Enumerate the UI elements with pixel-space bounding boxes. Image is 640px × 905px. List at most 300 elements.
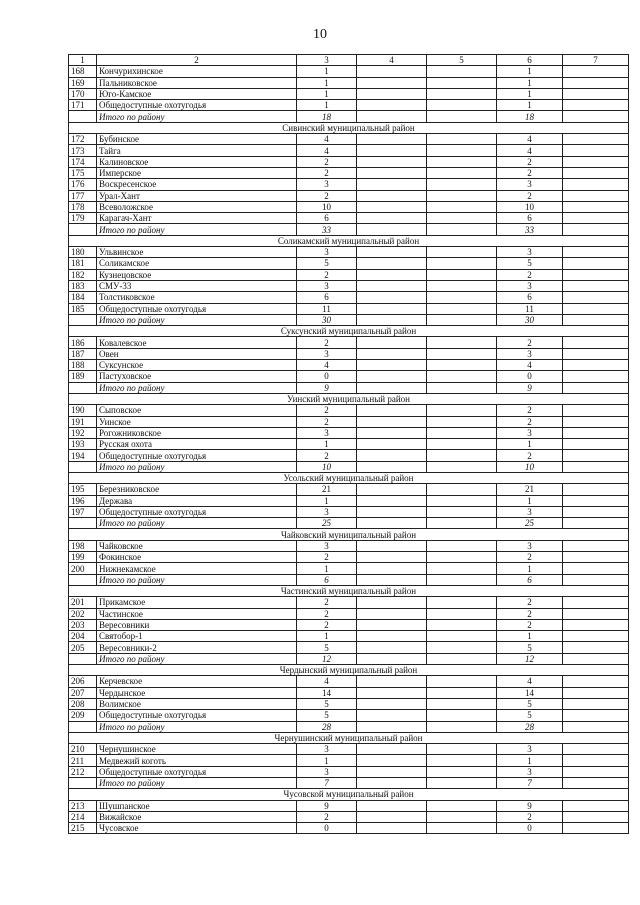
col3-value: 1 bbox=[297, 495, 357, 506]
col5-cell bbox=[427, 360, 497, 371]
col7-cell bbox=[563, 405, 629, 416]
col3-value: 4 bbox=[297, 676, 357, 687]
hunting-ground-name: Калиновское bbox=[97, 156, 297, 167]
col7-cell bbox=[563, 111, 629, 122]
col4-cell bbox=[357, 710, 427, 721]
hunting-ground-name: Общедоступные охотугодья bbox=[97, 100, 297, 111]
col4-cell bbox=[357, 619, 427, 630]
total-col6: 12 bbox=[497, 653, 563, 664]
col3-value: 3 bbox=[297, 427, 357, 438]
total-col3: 28 bbox=[297, 721, 357, 732]
total-col6: 25 bbox=[497, 518, 563, 529]
col5-cell bbox=[427, 495, 497, 506]
col6-value: 3 bbox=[497, 247, 563, 258]
col6-value: 2 bbox=[497, 167, 563, 178]
district-header-row bbox=[69, 529, 629, 540]
district-header-row bbox=[69, 235, 629, 246]
col7-cell bbox=[563, 495, 629, 506]
table-row bbox=[69, 540, 629, 551]
col4-cell bbox=[357, 179, 427, 190]
col4-cell bbox=[357, 360, 427, 371]
district-title: Частинский муниципальный район bbox=[69, 585, 629, 596]
col7-cell bbox=[563, 167, 629, 178]
row-number: 183 bbox=[69, 280, 97, 291]
hunting-ground-name: Березниковское bbox=[97, 484, 297, 495]
col4-cell bbox=[357, 778, 427, 789]
col3-value: 4 bbox=[297, 360, 357, 371]
row-number: 180 bbox=[69, 247, 97, 258]
col7-cell bbox=[563, 608, 629, 619]
table-row bbox=[69, 811, 629, 822]
hunting-ground-name: Суксунское bbox=[97, 360, 297, 371]
row-number: 173 bbox=[69, 145, 97, 156]
table-row bbox=[69, 88, 629, 99]
col5-cell bbox=[427, 303, 497, 314]
col6-value: 1 bbox=[497, 495, 563, 506]
col4-cell bbox=[357, 653, 427, 664]
col5-cell bbox=[427, 450, 497, 461]
col3-value: 6 bbox=[297, 213, 357, 224]
row-number: 212 bbox=[69, 766, 97, 777]
table-row bbox=[69, 427, 629, 438]
col4-cell bbox=[357, 269, 427, 280]
district-title: Чусовской муниципальный район bbox=[69, 789, 629, 800]
row-number: 204 bbox=[69, 631, 97, 642]
col6-value: 1 bbox=[497, 755, 563, 766]
row-number: 197 bbox=[69, 506, 97, 517]
total-col6: 30 bbox=[497, 314, 563, 325]
hunting-ground-name: Общедоступные охотугодья bbox=[97, 766, 297, 777]
col7-cell bbox=[563, 439, 629, 450]
hunting-ground-name: Общедоступные охотугодья bbox=[97, 450, 297, 461]
total-col3: 33 bbox=[297, 224, 357, 235]
hunting-ground-name: Уинское bbox=[97, 416, 297, 427]
table-row bbox=[69, 213, 629, 224]
col3-value: 1 bbox=[297, 77, 357, 88]
col5-cell bbox=[427, 506, 497, 517]
total-col3: 6 bbox=[297, 574, 357, 585]
col5-cell bbox=[427, 439, 497, 450]
hunting-ground-name: Кончурихинское bbox=[97, 66, 297, 77]
total-col3: 18 bbox=[297, 111, 357, 122]
row-number: 182 bbox=[69, 269, 97, 280]
col3-value: 3 bbox=[297, 744, 357, 755]
hunting-ground-name: Сыповское bbox=[97, 405, 297, 416]
col5-cell bbox=[427, 676, 497, 687]
col5-cell bbox=[427, 190, 497, 201]
hunting-ground-name: Вересовники bbox=[97, 619, 297, 630]
col6-value: 4 bbox=[497, 134, 563, 145]
district-total-row bbox=[69, 224, 629, 235]
col3-value: 0 bbox=[297, 371, 357, 382]
col7-cell bbox=[563, 190, 629, 201]
table-row bbox=[69, 710, 629, 721]
col4-cell bbox=[357, 518, 427, 529]
row-number: 176 bbox=[69, 179, 97, 190]
row-number: 205 bbox=[69, 642, 97, 653]
hunting-ground-name: Пастуховское bbox=[97, 371, 297, 382]
column-header: 5 bbox=[427, 55, 497, 66]
row-number: 192 bbox=[69, 427, 97, 438]
col4-cell bbox=[357, 88, 427, 99]
col5-cell bbox=[427, 800, 497, 811]
col3-value: 2 bbox=[297, 450, 357, 461]
col4-cell bbox=[357, 484, 427, 495]
col6-value: 5 bbox=[497, 698, 563, 709]
table-row bbox=[69, 823, 629, 834]
col3-value: 5 bbox=[297, 710, 357, 721]
total-col6: 7 bbox=[497, 778, 563, 789]
col6-value: 1 bbox=[497, 439, 563, 450]
row-number-cell bbox=[69, 721, 97, 732]
row-number: 171 bbox=[69, 100, 97, 111]
col6-value: 1 bbox=[497, 88, 563, 99]
col4-cell bbox=[357, 506, 427, 517]
col4-cell bbox=[357, 213, 427, 224]
col5-cell bbox=[427, 66, 497, 77]
col6-value: 1 bbox=[497, 563, 563, 574]
col5-cell bbox=[427, 755, 497, 766]
district-header-row bbox=[69, 472, 629, 483]
col4-cell bbox=[357, 280, 427, 291]
col4-cell bbox=[357, 337, 427, 348]
col5-cell bbox=[427, 563, 497, 574]
district-header-row bbox=[69, 665, 629, 676]
col7-cell bbox=[563, 800, 629, 811]
col5-cell bbox=[427, 416, 497, 427]
col7-cell bbox=[563, 698, 629, 709]
total-col6: 10 bbox=[497, 461, 563, 472]
col6-value: 1 bbox=[497, 100, 563, 111]
col4-cell bbox=[357, 167, 427, 178]
col5-cell bbox=[427, 653, 497, 664]
col5-cell bbox=[427, 631, 497, 642]
col3-value: 2 bbox=[297, 619, 357, 630]
col7-cell bbox=[563, 687, 629, 698]
row-number-cell bbox=[69, 382, 97, 393]
col7-cell bbox=[563, 619, 629, 630]
row-number: 181 bbox=[69, 258, 97, 269]
total-label: Итого по району bbox=[97, 721, 297, 732]
col6-value: 5 bbox=[497, 642, 563, 653]
col3-value: 1 bbox=[297, 100, 357, 111]
total-label: Итого по району bbox=[97, 382, 297, 393]
hunting-ground-name: Ковалевское bbox=[97, 337, 297, 348]
col5-cell bbox=[427, 461, 497, 472]
col6-value: 2 bbox=[497, 416, 563, 427]
column-header: 6 bbox=[497, 55, 563, 66]
col7-cell bbox=[563, 77, 629, 88]
table-row bbox=[69, 190, 629, 201]
hunting-ground-name: Юго-Камское bbox=[97, 88, 297, 99]
table-row bbox=[69, 371, 629, 382]
hunting-ground-name: Пальниковское bbox=[97, 77, 297, 88]
col7-cell bbox=[563, 563, 629, 574]
col5-cell bbox=[427, 280, 497, 291]
hunting-ground-name: Вересовники-2 bbox=[97, 642, 297, 653]
district-title: Чердынский муниципальный район bbox=[69, 665, 629, 676]
hunting-ground-name: Овен bbox=[97, 348, 297, 359]
col5-cell bbox=[427, 811, 497, 822]
hunting-ground-name: Имперское bbox=[97, 167, 297, 178]
district-title: Уинский муниципальный район bbox=[69, 393, 629, 404]
total-col6: 33 bbox=[497, 224, 563, 235]
table-row bbox=[69, 439, 629, 450]
hunting-ground-name: Волимское bbox=[97, 698, 297, 709]
col5-cell bbox=[427, 156, 497, 167]
row-number: 179 bbox=[69, 213, 97, 224]
col7-cell bbox=[563, 597, 629, 608]
row-number-cell bbox=[69, 574, 97, 585]
col3-value: 2 bbox=[297, 811, 357, 822]
total-col3: 9 bbox=[297, 382, 357, 393]
col7-cell bbox=[563, 631, 629, 642]
col5-cell bbox=[427, 710, 497, 721]
row-number: 203 bbox=[69, 619, 97, 630]
table-row bbox=[69, 631, 629, 642]
table-row bbox=[69, 563, 629, 574]
col6-value: 1 bbox=[497, 66, 563, 77]
col7-cell bbox=[563, 710, 629, 721]
col6-value: 5 bbox=[497, 710, 563, 721]
row-number-cell bbox=[69, 111, 97, 122]
col4-cell bbox=[357, 597, 427, 608]
total-col3: 10 bbox=[297, 461, 357, 472]
col4-cell bbox=[357, 766, 427, 777]
table-row bbox=[69, 676, 629, 687]
col4-cell bbox=[357, 258, 427, 269]
row-number: 188 bbox=[69, 360, 97, 371]
district-title: Сивинский муниципальный район bbox=[69, 122, 629, 133]
col7-cell bbox=[563, 427, 629, 438]
district-header-row bbox=[69, 122, 629, 133]
col5-cell bbox=[427, 371, 497, 382]
table-row bbox=[69, 134, 629, 145]
total-col6: 9 bbox=[497, 382, 563, 393]
col7-cell bbox=[563, 506, 629, 517]
col4-cell bbox=[357, 811, 427, 822]
col3-value: 21 bbox=[297, 484, 357, 495]
hunting-ground-name: СМУ-33 bbox=[97, 280, 297, 291]
col5-cell bbox=[427, 484, 497, 495]
col4-cell bbox=[357, 698, 427, 709]
hunting-ground-name: Чайковское bbox=[97, 540, 297, 551]
row-number-cell bbox=[69, 518, 97, 529]
row-number: 191 bbox=[69, 416, 97, 427]
col7-cell bbox=[563, 518, 629, 529]
col6-value: 4 bbox=[497, 676, 563, 687]
col7-cell bbox=[563, 811, 629, 822]
total-label: Итого по району bbox=[97, 461, 297, 472]
col7-cell bbox=[563, 201, 629, 212]
col4-cell bbox=[357, 631, 427, 642]
row-number: 174 bbox=[69, 156, 97, 167]
col5-cell bbox=[427, 111, 497, 122]
hunting-ground-name: Всеволожское bbox=[97, 201, 297, 212]
col3-value: 2 bbox=[297, 416, 357, 427]
total-label: Итого по району bbox=[97, 653, 297, 664]
column-header: 2 bbox=[97, 55, 297, 66]
col5-cell bbox=[427, 167, 497, 178]
col4-cell bbox=[357, 416, 427, 427]
col5-cell bbox=[427, 597, 497, 608]
district-total-row bbox=[69, 382, 629, 393]
row-number: 190 bbox=[69, 405, 97, 416]
col6-value: 10 bbox=[497, 201, 563, 212]
col3-value: 0 bbox=[297, 823, 357, 834]
col6-value: 6 bbox=[497, 292, 563, 303]
col7-cell bbox=[563, 247, 629, 258]
col4-cell bbox=[357, 450, 427, 461]
col4-cell bbox=[357, 563, 427, 574]
hunting-ground-name: Русская охота bbox=[97, 439, 297, 450]
hunting-ground-name: Кузнецовское bbox=[97, 269, 297, 280]
col3-value: 1 bbox=[297, 439, 357, 450]
col3-value: 2 bbox=[297, 269, 357, 280]
total-label: Итого по району bbox=[97, 778, 297, 789]
hunting-ground-name: Общедоступные охотугодья bbox=[97, 303, 297, 314]
col7-cell bbox=[563, 280, 629, 291]
col3-value: 2 bbox=[297, 597, 357, 608]
col4-cell bbox=[357, 687, 427, 698]
col4-cell bbox=[357, 77, 427, 88]
col7-cell bbox=[563, 224, 629, 235]
col3-value: 3 bbox=[297, 247, 357, 258]
row-number: 186 bbox=[69, 337, 97, 348]
col5-cell bbox=[427, 269, 497, 280]
row-number: 189 bbox=[69, 371, 97, 382]
col7-cell bbox=[563, 450, 629, 461]
district-total-row bbox=[69, 653, 629, 664]
table-row bbox=[69, 800, 629, 811]
col5-cell bbox=[427, 145, 497, 156]
col6-value: 4 bbox=[497, 145, 563, 156]
row-number: 210 bbox=[69, 744, 97, 755]
col7-cell bbox=[563, 258, 629, 269]
district-header-row bbox=[69, 393, 629, 404]
col5-cell bbox=[427, 100, 497, 111]
col7-cell bbox=[563, 145, 629, 156]
hunting-ground-name: Толстиковское bbox=[97, 292, 297, 303]
table-row bbox=[69, 247, 629, 258]
table-row bbox=[69, 766, 629, 777]
col5-cell bbox=[427, 405, 497, 416]
hunting-ground-name: Воскресенское bbox=[97, 179, 297, 190]
col4-cell bbox=[357, 461, 427, 472]
total-label: Итого по району bbox=[97, 111, 297, 122]
row-number: 185 bbox=[69, 303, 97, 314]
table-row bbox=[69, 484, 629, 495]
hunting-ground-name: Держава bbox=[97, 495, 297, 506]
row-number: 193 bbox=[69, 439, 97, 450]
hunting-ground-name: Фокинское bbox=[97, 552, 297, 563]
row-number: 211 bbox=[69, 755, 97, 766]
col5-cell bbox=[427, 314, 497, 325]
col7-cell bbox=[563, 721, 629, 732]
row-number: 208 bbox=[69, 698, 97, 709]
row-number: 200 bbox=[69, 563, 97, 574]
table-row bbox=[69, 179, 629, 190]
table-row bbox=[69, 552, 629, 563]
row-number: 168 bbox=[69, 66, 97, 77]
district-header-row bbox=[69, 326, 629, 337]
col7-cell bbox=[563, 778, 629, 789]
total-col6: 6 bbox=[497, 574, 563, 585]
table-row bbox=[69, 698, 629, 709]
col6-value: 0 bbox=[497, 823, 563, 834]
col7-cell bbox=[563, 552, 629, 563]
col6-value: 3 bbox=[497, 506, 563, 517]
col6-value: 1 bbox=[497, 77, 563, 88]
col7-cell bbox=[563, 382, 629, 393]
row-number-cell bbox=[69, 778, 97, 789]
district-total-row bbox=[69, 518, 629, 529]
table-row bbox=[69, 201, 629, 212]
col3-value: 6 bbox=[297, 292, 357, 303]
col6-value: 2 bbox=[497, 269, 563, 280]
row-number: 214 bbox=[69, 811, 97, 822]
col4-cell bbox=[357, 247, 427, 258]
col7-cell bbox=[563, 371, 629, 382]
table-row bbox=[69, 506, 629, 517]
table-row bbox=[69, 597, 629, 608]
col4-cell bbox=[357, 224, 427, 235]
hunting-ground-name: Медвежий коготь bbox=[97, 755, 297, 766]
col3-value: 1 bbox=[297, 563, 357, 574]
table-row bbox=[69, 608, 629, 619]
col4-cell bbox=[357, 111, 427, 122]
col4-cell bbox=[357, 303, 427, 314]
row-number: 213 bbox=[69, 800, 97, 811]
col7-cell bbox=[563, 134, 629, 145]
col7-cell bbox=[563, 213, 629, 224]
table-row bbox=[69, 405, 629, 416]
total-label: Итого по району bbox=[97, 314, 297, 325]
district-title: Чайковский муниципальный район bbox=[69, 529, 629, 540]
col4-cell bbox=[357, 201, 427, 212]
col7-cell bbox=[563, 744, 629, 755]
table-header-row bbox=[69, 55, 629, 66]
col4-cell bbox=[357, 134, 427, 145]
hunting-ground-name: Карагач-Хант bbox=[97, 213, 297, 224]
col5-cell bbox=[427, 721, 497, 732]
row-number: 196 bbox=[69, 495, 97, 506]
total-col3: 25 bbox=[297, 518, 357, 529]
table-row bbox=[69, 66, 629, 77]
col6-value: 1 bbox=[497, 631, 563, 642]
col7-cell bbox=[563, 766, 629, 777]
col7-cell bbox=[563, 303, 629, 314]
row-number: 209 bbox=[69, 710, 97, 721]
total-label: Итого по району bbox=[97, 224, 297, 235]
table-row bbox=[69, 258, 629, 269]
col5-cell bbox=[427, 619, 497, 630]
row-number: 172 bbox=[69, 134, 97, 145]
hunting-ground-name: Бубинское bbox=[97, 134, 297, 145]
col4-cell bbox=[357, 66, 427, 77]
col5-cell bbox=[427, 348, 497, 359]
col7-cell bbox=[563, 574, 629, 585]
row-number-cell bbox=[69, 653, 97, 664]
col3-value: 2 bbox=[297, 405, 357, 416]
col6-value: 3 bbox=[497, 427, 563, 438]
table-row bbox=[69, 348, 629, 359]
col7-cell bbox=[563, 642, 629, 653]
col3-value: 1 bbox=[297, 88, 357, 99]
col4-cell bbox=[357, 800, 427, 811]
col7-cell bbox=[563, 348, 629, 359]
col5-cell bbox=[427, 337, 497, 348]
